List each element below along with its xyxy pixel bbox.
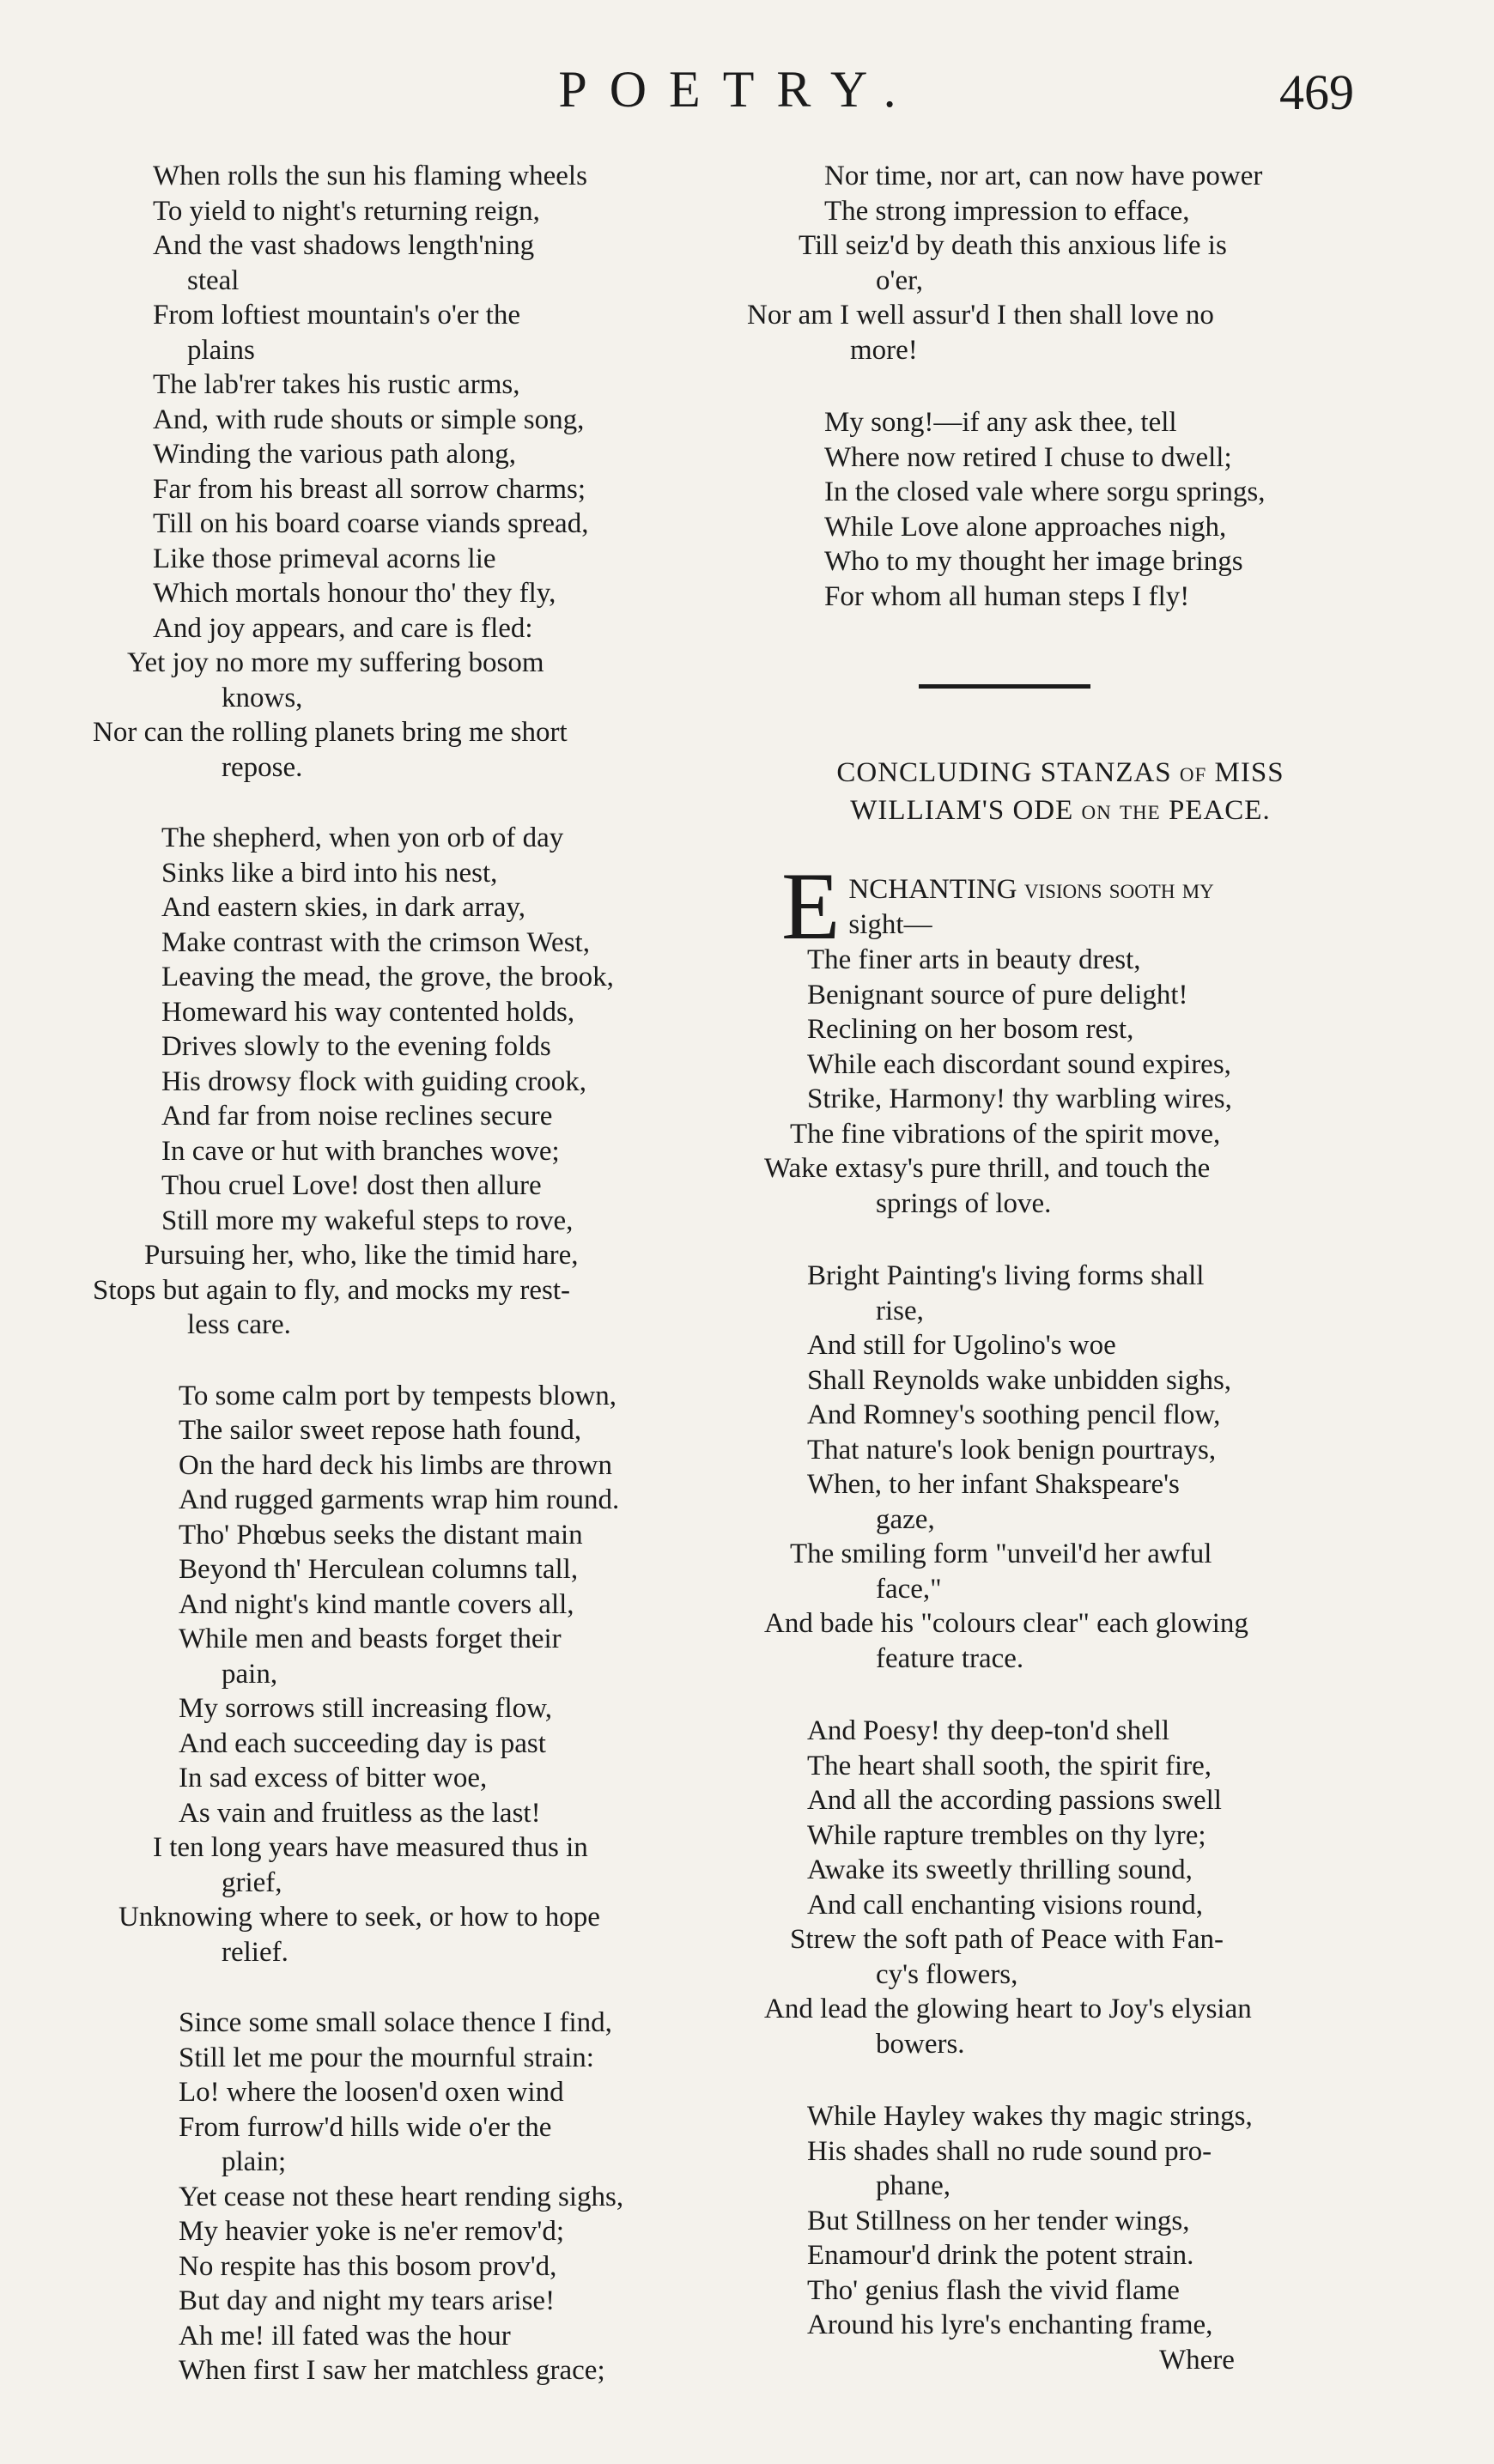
verse-line: Which mortals honour tho' they fly,: [153, 578, 556, 609]
verse-line: plains: [187, 334, 255, 366]
verse-line: While men and beasts forget their: [179, 1623, 562, 1654]
verse-line: In cave or hut with branches wove;: [161, 1135, 560, 1167]
verse-line: The heart shall sooth, the spirit fire,: [807, 1750, 1212, 1781]
verse-line: Still more my wakeful steps to rove,: [161, 1205, 574, 1236]
verse-line: I ten long years have measured thus in: [153, 1832, 588, 1863]
section-divider: [919, 684, 1090, 689]
verse-line: plain;: [222, 2146, 287, 2177]
verse-line: Till on his board coarse viands spread,: [153, 508, 589, 539]
ode-title-line-2: WILLIAM'S ODE on the PEACE.: [850, 795, 1271, 826]
verse-line: While Love alone approaches nigh,: [824, 511, 1227, 543]
right-column: [747, 159, 1408, 2377]
verse-line: That nature's look benign pourtrays,: [807, 1434, 1217, 1466]
verse-line: From loftiest mountain's o'er the: [153, 300, 521, 331]
verse-line: And Poesy! thy deep-ton'd shell: [807, 1715, 1170, 1746]
verse-line: repose.: [222, 751, 303, 783]
verse-line: When rolls the sun his flaming wheels: [153, 161, 587, 191]
verse-line: o'er,: [876, 264, 924, 296]
verse-line: And Romney's soothing pencil flow,: [807, 1399, 1221, 1430]
verse-line: And bade his "colours clear" each glowing: [764, 1608, 1248, 1639]
verse-line: Far from his breast all sorrow charms;: [153, 473, 586, 505]
verse-line: Strew the soft path of Peace with Fan-: [790, 1924, 1224, 1955]
page-number: 469: [1279, 64, 1354, 120]
verse-line: sight—: [848, 908, 932, 940]
verse-line: But day and night my tears arise!: [179, 2285, 556, 2316]
verse-line: Who to my thought her image brings: [824, 546, 1243, 577]
verse-line: For whom all human steps I fly!: [824, 580, 1190, 612]
verse-line: And the vast shadows length'ning: [153, 230, 535, 261]
verse-line: feature trace.: [876, 1642, 1024, 1674]
stanza: [93, 159, 745, 785]
verse-line: Wake extasy's pure thrill, and touch the: [764, 1153, 1211, 1184]
verse-line: Still let me pour the mournful strain:: [179, 2042, 594, 2073]
verse-line: When, to her infant Shakspeare's: [807, 1469, 1180, 1500]
verse-line: springs of love.: [876, 1187, 1052, 1219]
verse-line: And lead the glowing heart to Joy's elysian: [764, 1994, 1252, 2024]
verse-line: Yet joy no more my suffering bosom: [127, 647, 544, 678]
verse-line: And joy appears, and care is fled:: [153, 612, 533, 644]
verse-line: As vain and fruitless as the last!: [179, 1797, 541, 1829]
verse-line: And all the according passions swell: [807, 1785, 1222, 1816]
verse-line: And each succeeding day is past: [179, 1727, 546, 1759]
verse-line: His drowsy flock with guiding crook,: [161, 1065, 586, 1097]
ode-stanza: [747, 865, 1408, 1221]
verse-line: Pursuing her, who, like the timid hare,: [144, 1240, 579, 1271]
verse-line: And rugged garments wrap him round.: [179, 1484, 620, 1515]
verse-line: The strong impression to efface,: [824, 195, 1190, 227]
verse-line: Reclining on her bosom rest,: [807, 1014, 1134, 1045]
verse-line: Ah me! ill fated was the hour: [179, 2320, 511, 2352]
drop-cap: E: [781, 865, 841, 943]
verse-line: My heavier yoke is ne'er remov'd;: [179, 2216, 564, 2247]
verse-line: phane,: [876, 2170, 951, 2201]
verse-line: To yield to night's returning reign,: [153, 195, 540, 227]
verse-line: And far from noise reclines secure: [161, 1101, 553, 1132]
verse-line: Where now retired I chuse to dwell;: [824, 441, 1232, 473]
verse-line: steal: [187, 264, 240, 296]
verse-line: knows,: [222, 682, 303, 713]
verse-line: Beyond th' Herculean columns tall,: [179, 1554, 579, 1585]
verse-line: Like those primeval acorns lie: [153, 543, 496, 574]
stanza: [93, 1379, 745, 1970]
verse-line: The smiling form "unveil'd her awful: [790, 1538, 1212, 1569]
verse-line: No respite has this bosom prov'd,: [179, 2250, 557, 2282]
verse-line: Nor am I well assur'd I then shall love no: [747, 300, 1214, 331]
verse-line: rise,: [876, 1295, 924, 1326]
ode-body: [747, 865, 1408, 2377]
verse-line: Nor can the rolling planets bring me short: [93, 717, 568, 748]
verse-line: And night's kind mantle covers all,: [179, 1588, 574, 1620]
verse-line: While each discordant sound expires,: [807, 1048, 1231, 1080]
verse-line: Strike, Harmony! thy warbling wires,: [807, 1083, 1232, 1114]
verse-line: Unknowing where to seek, or how to hope: [118, 1902, 600, 1933]
verse-line: And eastern skies, in dark array,: [161, 892, 525, 923]
verse-line: Tho' genius flash the vivid flame: [807, 2274, 1180, 2306]
ode-stanza: [747, 1714, 1408, 2061]
verse-line: Drives slowly to the evening folds: [161, 1031, 551, 1062]
page-header: [0, 60, 1494, 137]
verse-line: bowers.: [876, 2028, 965, 2060]
verse-line: Bright Painting's living forms shall: [807, 1260, 1205, 1291]
verse-line: Homeward his way contented holds,: [161, 996, 575, 1028]
verse-line: In sad excess of bitter woe,: [179, 1763, 488, 1793]
verse-line: To some calm port by tempests blown,: [179, 1380, 617, 1411]
verse-line: Where: [1159, 2344, 1235, 2376]
verse-line: cy's flowers,: [876, 1958, 1018, 1990]
verse-line: Leaving the mead, the grove, the brook,: [161, 962, 614, 992]
verse-line: Since some small solace thence I find,: [179, 2007, 612, 2038]
verse-line: My song!—if any ask thee, tell: [824, 407, 1177, 438]
verse-line: The lab'rer takes his rustic arms,: [153, 369, 520, 400]
verse-line: Around his lyre's enchanting frame,: [807, 2309, 1213, 2340]
verse-line: Shall Reynolds wake unbidden sighs,: [807, 1364, 1232, 1396]
verse-line: When first I saw her matchless grace;: [179, 2355, 605, 2386]
verse-line: His shades shall no rude sound pro-: [807, 2135, 1212, 2167]
verse-line: Stops but again to fly, and mocks my rest-: [93, 1274, 571, 1306]
verse-line: The sailor sweet repose hath found,: [179, 1415, 582, 1446]
verse-line: My sorrows still increasing flow,: [179, 1693, 553, 1724]
poem-continuation: [747, 159, 1408, 367]
verse-line: grief,: [222, 1866, 282, 1898]
verse-line: While Hayley wakes thy magic strings,: [807, 2101, 1253, 2132]
verse-line: But Stillness on her tender wings,: [807, 2205, 1190, 2236]
verse-line: Thou cruel Love! dost then allure: [161, 1170, 542, 1201]
verse-line: Awake its sweetly thrilling sound,: [807, 1854, 1193, 1885]
verse-line: Nor time, nor art, can now have power: [824, 161, 1263, 191]
verse-line: less care.: [187, 1309, 291, 1340]
ode-stanza: [747, 1259, 1408, 1676]
verse-line: pain,: [222, 1658, 278, 1690]
verse-line: The fine vibrations of the spirit move,: [790, 1118, 1221, 1150]
verse-line: The shepherd, when yon orb of day: [161, 822, 564, 853]
ode-opening: [747, 865, 1408, 943]
poem-closing-stanza: [747, 405, 1408, 614]
verse-line: From furrow'd hills wide o'er the: [179, 2111, 552, 2143]
verse-line: And call enchanting visions round,: [807, 1889, 1204, 1921]
ode-stanza: [747, 2099, 1408, 2377]
verse-line: Winding the various path along,: [153, 439, 517, 470]
verse-line: Till seiz'd by death this anxious life is: [799, 230, 1227, 261]
stanza: [93, 821, 745, 1343]
verse-line: relief.: [222, 1936, 288, 1968]
ode-title-line-1: CONCLUDING STANZAS of MISS: [836, 757, 1284, 788]
verse-line: face,": [876, 1573, 942, 1605]
verse-line: The finer arts in beauty drest,: [807, 944, 1141, 975]
verse-line: NCHANTING visions sooth my: [848, 874, 1214, 905]
verse-line: Enamour'd drink the potent strain.: [807, 2240, 1194, 2271]
verse-line: Tho' Phœbus seeks the distant main: [179, 1519, 583, 1551]
verse-line: gaze,: [876, 1503, 935, 1535]
verse-line: And still for Ugolino's woe: [807, 1330, 1116, 1361]
verse-line: And, with rude shouts or simple song,: [153, 404, 585, 435]
verse-line: Yet cease not these heart rending sighs,: [179, 2181, 624, 2212]
verse-line: Make contrast with the crimson West,: [161, 926, 590, 958]
running-head: POETRY.: [558, 61, 919, 118]
verse-line: Sinks like a bird into his nest,: [161, 857, 498, 889]
verse-line: Benignant source of pure delight!: [807, 979, 1188, 1010]
verse-line: Lo! where the loosen'd oxen wind: [179, 2077, 564, 2108]
verse-line: While rapture trembles on thy lyre;: [807, 1819, 1206, 1851]
stanza: [93, 2006, 745, 2388]
verse-line: On the hard deck his limbs are thrown: [179, 1449, 612, 1481]
left-column: [93, 159, 745, 2388]
verse-line: more!: [850, 334, 918, 366]
verse-line: In the closed vale where sorgu springs,: [824, 476, 1266, 507]
